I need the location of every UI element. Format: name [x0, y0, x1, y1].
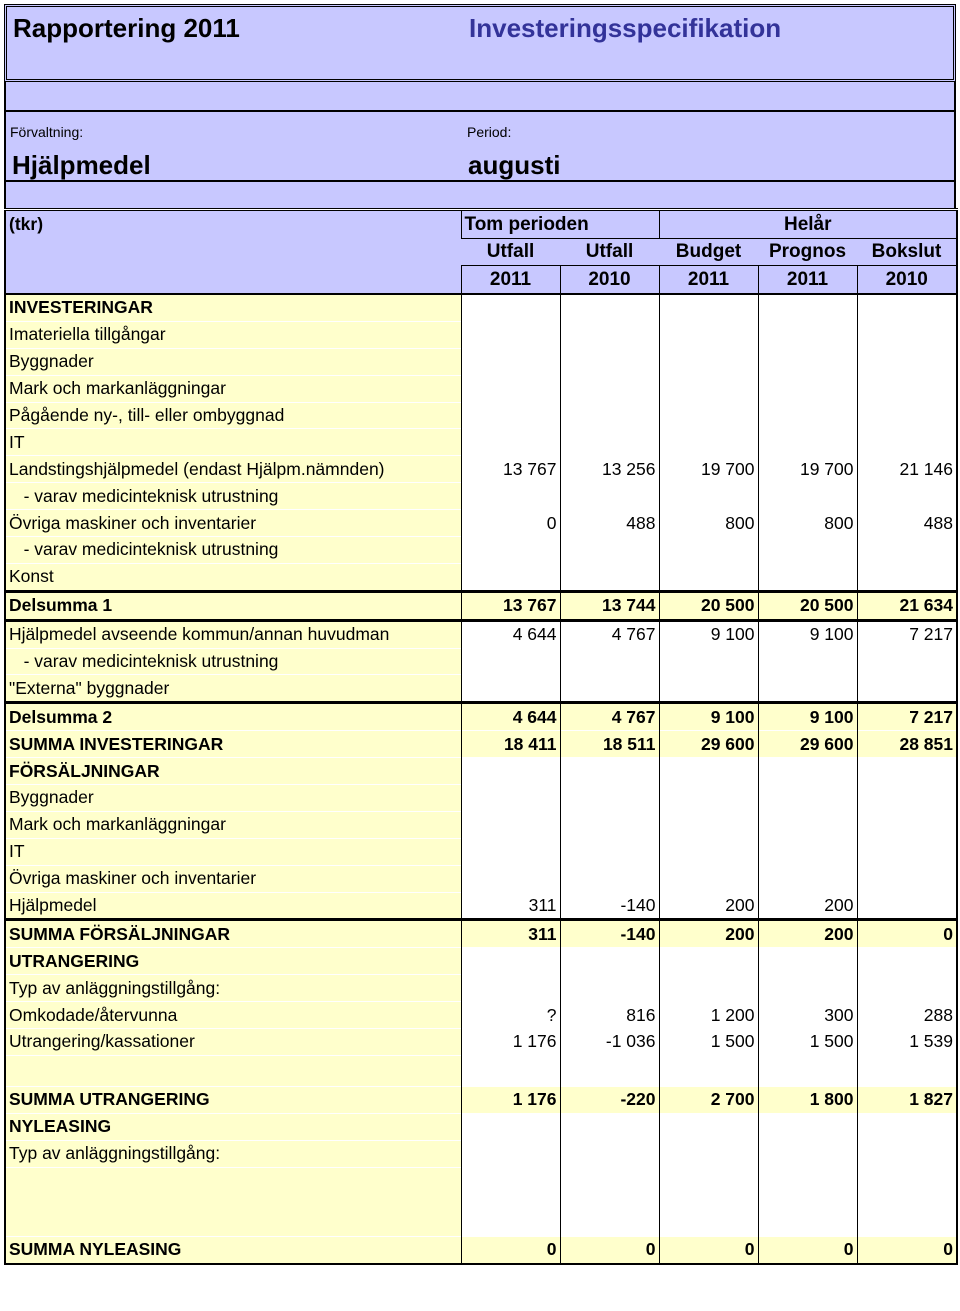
- cell-value: [659, 563, 758, 591]
- cell-value: [758, 758, 857, 785]
- table-row: [5, 975, 957, 1002]
- table-row: [5, 811, 957, 838]
- table-row: [5, 648, 957, 675]
- cell-value: [857, 429, 957, 456]
- table-row: [5, 892, 957, 920]
- row-label: SUMMA FÖRSÄLJNINGAR: [5, 920, 461, 948]
- cell-value: [560, 811, 659, 838]
- cell-value: [560, 975, 659, 1002]
- cell-value: [560, 648, 659, 675]
- cell-value: [659, 811, 758, 838]
- table-row: [5, 1236, 957, 1263]
- cell-value: [659, 294, 758, 321]
- cell-value: [560, 758, 659, 785]
- cell-value: [857, 294, 957, 321]
- table-row: [5, 675, 957, 703]
- spec-title: Investeringsspecifikation: [469, 13, 782, 43]
- cell-value: [659, 1167, 758, 1236]
- cell-value: [857, 1167, 957, 1236]
- cell-value: [758, 348, 857, 375]
- cell-value: 2 700: [659, 1086, 758, 1113]
- cell-value: 1 800: [758, 1086, 857, 1113]
- cell-value: 300: [758, 1002, 857, 1029]
- col-label-budget-2011: Budget: [659, 239, 758, 266]
- table-row: [5, 1029, 957, 1056]
- col-year-3: 2011: [659, 266, 758, 295]
- cell-value: 18 511: [560, 731, 659, 758]
- header-row-groups: [5, 210, 957, 239]
- cell-value: [857, 838, 957, 865]
- cell-value: [560, 838, 659, 865]
- table-row: [5, 537, 957, 564]
- cell-value: [857, 948, 957, 975]
- group-helar: Helår: [659, 210, 957, 239]
- table-row: [5, 1086, 957, 1113]
- table-row: [5, 456, 957, 483]
- cell-value: 1 176: [461, 1029, 560, 1056]
- cell-value: [857, 402, 957, 429]
- cell-value: [758, 429, 857, 456]
- cell-value: [857, 785, 957, 812]
- cell-value: 0: [461, 1236, 560, 1263]
- cell-value: [461, 758, 560, 785]
- cell-value: 4 644: [461, 620, 560, 648]
- col-year-2: 2010: [560, 266, 659, 295]
- cell-value: [659, 1140, 758, 1167]
- cell-value: ?: [461, 1002, 560, 1029]
- forvaltning-label: Förvaltning:: [10, 124, 84, 140]
- row-label: NYLEASING: [5, 1113, 461, 1140]
- row-label: IT: [5, 429, 461, 456]
- cell-value: 13 744: [560, 591, 659, 620]
- cell-value: [461, 811, 560, 838]
- cell-value: [857, 537, 957, 564]
- row-label: Landstingshjälpmedel (endast Hjälpm.nämnden): [5, 456, 461, 483]
- row-label: INVESTERINGAR: [5, 294, 461, 321]
- row-label: Typ av anläggningstillgång:: [5, 1140, 461, 1167]
- header-blank: [5, 266, 461, 295]
- cell-value: 28 851: [857, 731, 957, 758]
- cell-value: [461, 1055, 560, 1086]
- cell-value: 0: [560, 1236, 659, 1263]
- cell-value: 29 600: [659, 731, 758, 758]
- cell-value: [758, 865, 857, 892]
- row-label: SUMMA UTRANGERING: [5, 1086, 461, 1113]
- cell-value: 0: [461, 510, 560, 537]
- row-label: - varav medicinteknisk utrustning: [5, 537, 461, 564]
- cell-value: 18 411: [461, 731, 560, 758]
- cell-value: [659, 321, 758, 348]
- table-row: [5, 321, 957, 348]
- table-row: [5, 920, 957, 948]
- cell-value: [857, 975, 957, 1002]
- cell-value: [659, 375, 758, 402]
- cell-value: [461, 348, 560, 375]
- cell-value: [758, 648, 857, 675]
- table-row: [5, 1113, 957, 1140]
- row-label: Omkodade/återvunna: [5, 1002, 461, 1029]
- cell-value: 4 767: [560, 703, 659, 731]
- cell-value: [857, 811, 957, 838]
- cell-value: [560, 1113, 659, 1140]
- cell-value: [461, 402, 560, 429]
- cell-value: [659, 975, 758, 1002]
- cell-value: [461, 1167, 560, 1236]
- cell-value: 9 100: [758, 703, 857, 731]
- row-label: IT: [5, 838, 461, 865]
- cell-value: 21 634: [857, 591, 957, 620]
- cell-value: [758, 537, 857, 564]
- row-label: Imateriella tillgångar: [5, 321, 461, 348]
- cell-value: [560, 429, 659, 456]
- cell-value: [560, 1055, 659, 1086]
- row-label: SUMMA NYLEASING: [5, 1236, 461, 1263]
- cell-value: [758, 483, 857, 510]
- table-row: [5, 731, 957, 758]
- cell-value: 19 700: [758, 456, 857, 483]
- report-title: Rapportering 2011: [13, 13, 240, 43]
- table-row: [5, 294, 957, 321]
- cell-value: [461, 537, 560, 564]
- cell-value: [758, 1167, 857, 1236]
- cell-value: 1 827: [857, 1086, 957, 1113]
- cell-value: [857, 321, 957, 348]
- cell-value: [659, 838, 758, 865]
- cell-value: 816: [560, 1002, 659, 1029]
- row-label: Övriga maskiner och inventarier: [5, 510, 461, 537]
- header-spacer-2: [4, 182, 956, 208]
- cell-value: [461, 294, 560, 321]
- cell-value: [659, 537, 758, 564]
- cell-value: [560, 294, 659, 321]
- row-label: FÖRSÄLJNINGAR: [5, 758, 461, 785]
- col-label-bokslut-2010: Bokslut: [857, 239, 957, 266]
- cell-value: 1 500: [659, 1029, 758, 1056]
- cell-value: [758, 1113, 857, 1140]
- investment-table: [4, 208, 958, 1265]
- cell-value: 200: [758, 920, 857, 948]
- group-tom-perioden: Tom perioden: [461, 210, 659, 239]
- cell-value: [461, 483, 560, 510]
- cell-value: [758, 975, 857, 1002]
- cell-value: [758, 321, 857, 348]
- row-label: Delsumma 2: [5, 703, 461, 731]
- cell-value: [758, 375, 857, 402]
- cell-value: [560, 348, 659, 375]
- cell-value: 288: [857, 1002, 957, 1029]
- row-label: Typ av anläggningstillgång:: [5, 975, 461, 1002]
- cell-value: 7 217: [857, 703, 957, 731]
- cell-value: 0: [758, 1236, 857, 1263]
- cell-value: 488: [560, 510, 659, 537]
- cell-value: 1 176: [461, 1086, 560, 1113]
- cell-value: [659, 675, 758, 703]
- cell-value: 21 146: [857, 456, 957, 483]
- cell-value: [461, 563, 560, 591]
- cell-value: 9 100: [659, 703, 758, 731]
- table-row: [5, 563, 957, 591]
- cell-value: [560, 375, 659, 402]
- col-label-utfall-2011: Utfall: [461, 239, 560, 266]
- cell-value: [758, 838, 857, 865]
- table-row: [5, 510, 957, 537]
- cell-value: 200: [659, 920, 758, 948]
- row-label: Pågående ny-, till- eller ombyggnad: [5, 402, 461, 429]
- table-row: [5, 1167, 957, 1236]
- row-label: - varav medicinteknisk utrustning: [5, 483, 461, 510]
- row-label: Delsumma 1: [5, 591, 461, 620]
- row-label: SUMMA INVESTERINGAR: [5, 731, 461, 758]
- cell-value: [560, 483, 659, 510]
- cell-value: [857, 348, 957, 375]
- col-label-utfall-2010: Utfall: [560, 239, 659, 266]
- cell-value: [857, 1140, 957, 1167]
- cell-value: 29 600: [758, 731, 857, 758]
- cell-value: [758, 1055, 857, 1086]
- cell-value: [461, 865, 560, 892]
- cell-value: 200: [659, 892, 758, 920]
- cell-value: [560, 537, 659, 564]
- row-label: Hjälpmedel avseende kommun/annan huvudman: [5, 620, 461, 648]
- cell-value: [758, 948, 857, 975]
- period-label: Period:: [467, 124, 512, 140]
- table-row: [5, 1055, 957, 1086]
- cell-value: 4 767: [560, 620, 659, 648]
- cell-value: [461, 429, 560, 456]
- cell-value: 488: [857, 510, 957, 537]
- cell-value: [560, 563, 659, 591]
- cell-value: [461, 648, 560, 675]
- title-bar: [4, 4, 956, 82]
- table-row: [5, 591, 957, 620]
- table-row: [5, 703, 957, 731]
- table-row: [5, 865, 957, 892]
- cell-value: 0: [659, 1236, 758, 1263]
- col-year-5: 2010: [857, 266, 957, 295]
- cell-value: [560, 865, 659, 892]
- cell-value: 1 500: [758, 1029, 857, 1056]
- row-label: [5, 1167, 461, 1236]
- cell-value: [659, 948, 758, 975]
- cell-value: 311: [461, 892, 560, 920]
- cell-value: [758, 563, 857, 591]
- table-row: [5, 785, 957, 812]
- cell-value: [659, 865, 758, 892]
- cell-value: [758, 294, 857, 321]
- cell-value: [857, 892, 957, 920]
- cell-value: [659, 348, 758, 375]
- cell-value: 7 217: [857, 620, 957, 648]
- cell-value: [857, 1113, 957, 1140]
- cell-value: -220: [560, 1086, 659, 1113]
- cell-value: [659, 402, 758, 429]
- cell-value: 20 500: [758, 591, 857, 620]
- cell-value: [560, 321, 659, 348]
- cell-value: [560, 948, 659, 975]
- row-label: Hjälpmedel: [5, 892, 461, 920]
- cell-value: 311: [461, 920, 560, 948]
- cell-value: [659, 758, 758, 785]
- cell-value: 4 644: [461, 703, 560, 731]
- cell-value: 200: [758, 892, 857, 920]
- row-label: Utrangering/kassationer: [5, 1029, 461, 1056]
- cell-value: 1 200: [659, 1002, 758, 1029]
- cell-value: [857, 648, 957, 675]
- row-label: Övriga maskiner och inventarier: [5, 865, 461, 892]
- cell-value: 13 767: [461, 591, 560, 620]
- cell-value: [758, 402, 857, 429]
- cell-value: [758, 675, 857, 703]
- cell-value: [560, 1140, 659, 1167]
- cell-value: -1 036: [560, 1029, 659, 1056]
- cell-value: [857, 758, 957, 785]
- cell-value: [461, 1140, 560, 1167]
- cell-value: 20 500: [659, 591, 758, 620]
- cell-value: 13 256: [560, 456, 659, 483]
- table-row: [5, 375, 957, 402]
- cell-value: [659, 785, 758, 812]
- cell-value: [461, 321, 560, 348]
- header-row-years: [5, 266, 957, 295]
- period-value: augusti: [468, 150, 561, 180]
- row-label: Mark och markanläggningar: [5, 811, 461, 838]
- table-row: [5, 838, 957, 865]
- header-row-labels: [5, 239, 957, 266]
- header-spacer: [4, 82, 956, 110]
- cell-value: 800: [659, 510, 758, 537]
- table-body: [5, 294, 957, 1264]
- row-label: Byggnader: [5, 348, 461, 375]
- table-row: [5, 1002, 957, 1029]
- cell-value: [857, 563, 957, 591]
- cell-value: 1 539: [857, 1029, 957, 1056]
- cell-value: [461, 948, 560, 975]
- table-row: [5, 1140, 957, 1167]
- col-label-prognos-2011: Prognos: [758, 239, 857, 266]
- unit-label: (tkr): [5, 210, 461, 239]
- col-year-4: 2011: [758, 266, 857, 295]
- cell-value: [461, 838, 560, 865]
- cell-value: [659, 648, 758, 675]
- table-row: [5, 402, 957, 429]
- cell-value: 13 767: [461, 456, 560, 483]
- cell-value: [857, 675, 957, 703]
- row-label: Konst: [5, 563, 461, 591]
- cell-value: [758, 1140, 857, 1167]
- table-row: [5, 758, 957, 785]
- row-label: Mark och markanläggningar: [5, 375, 461, 402]
- cell-value: [857, 483, 957, 510]
- cell-value: 9 100: [659, 620, 758, 648]
- cell-value: [659, 1113, 758, 1140]
- row-label: "Externa" byggnader: [5, 675, 461, 703]
- cell-value: [659, 1055, 758, 1086]
- cell-value: [560, 402, 659, 429]
- cell-value: [560, 785, 659, 812]
- cell-value: [857, 865, 957, 892]
- table-row: [5, 483, 957, 510]
- table-row: [5, 429, 957, 456]
- forvaltning-value: Hjälpmedel: [12, 150, 151, 180]
- cell-value: [461, 1113, 560, 1140]
- cell-value: [659, 483, 758, 510]
- cell-value: [461, 975, 560, 1002]
- table-row: [5, 348, 957, 375]
- row-label: [5, 1055, 461, 1086]
- cell-value: -140: [560, 920, 659, 948]
- cell-value: -140: [560, 892, 659, 920]
- cell-value: 9 100: [758, 620, 857, 648]
- cell-value: 800: [758, 510, 857, 537]
- info-bar: [4, 110, 956, 182]
- cell-value: [857, 1055, 957, 1086]
- cell-value: [461, 675, 560, 703]
- cell-value: [659, 429, 758, 456]
- cell-value: 0: [857, 920, 957, 948]
- header-blank: [5, 239, 461, 266]
- table-row: [5, 620, 957, 648]
- cell-value: [857, 375, 957, 402]
- cell-value: [461, 785, 560, 812]
- row-label: Byggnader: [5, 785, 461, 812]
- cell-value: 19 700: [659, 456, 758, 483]
- cell-value: [560, 1167, 659, 1236]
- cell-value: [461, 375, 560, 402]
- row-label: - varav medicinteknisk utrustning: [5, 648, 461, 675]
- cell-value: [560, 675, 659, 703]
- cell-value: [758, 785, 857, 812]
- col-year-1: 2011: [461, 266, 560, 295]
- table-row: [5, 948, 957, 975]
- row-label: UTRANGERING: [5, 948, 461, 975]
- cell-value: [758, 811, 857, 838]
- cell-value: 0: [857, 1236, 957, 1263]
